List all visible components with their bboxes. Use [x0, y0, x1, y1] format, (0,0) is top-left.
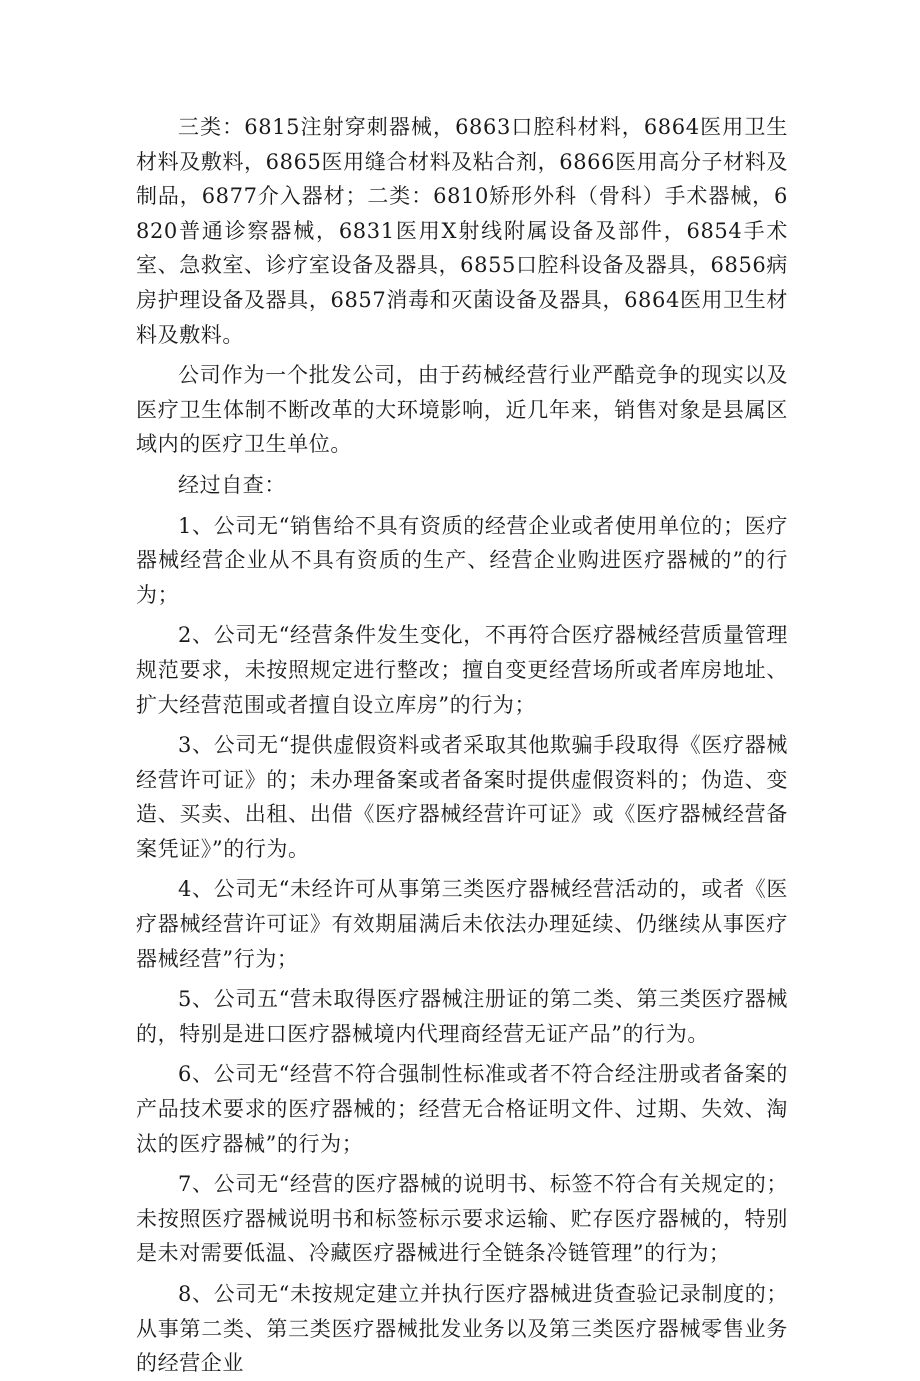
- paragraph-item-3: 3、公司无“提供虚假资料或者采取其他欺骗手段取得《医疗器械经营许可证》的；未办理备案或者备案时提供虚假资料的；伪造、变造、买卖、出租、出借《医疗器械经营许可证》或《医疗器械经营备案凭证》”的行为。: [136, 733, 788, 861]
- paragraph-item-2: 2、公司无“经营条件发生变化，不再符合医疗器械经营质量管理规范要求，未按照规定进行整改；擅自变更经营场所或者库房地址、扩大经营范围或者擅自设立库房”的行为；: [136, 623, 788, 717]
- paragraph-item-8: 8、公司无“未按规定建立并执行医疗器械进货查验记录制度的；从事第二类、第三类医疗器械批发业务以及第三类医疗器械零售业务的经营企业: [136, 1282, 788, 1376]
- paragraph-company-overview: 公司作为一个批发公司，由于药械经营行业严酷竞争的现实以及医疗卫生体制不断改革的大环境影响，近几年来，销售对象是县属区域内的医疗卫生单位。: [136, 363, 788, 457]
- paragraph-item-6: 6、公司无“经营不符合强制性标准或者不符合经注册或者备案的产品技术要求的医疗器械的；经营无合格证明文件、过期、失效、淘汰的医疗器械”的行为；: [136, 1062, 788, 1156]
- paragraph-item-1: 1、公司无“销售给不具有资质的经营企业或者使用单位的；医疗器械经营企业从不具有资质的生产、经营企业购进医疗器械的”的行为；: [136, 513, 788, 607]
- paragraph-item-5: 5、公司五“营未取得医疗器械注册证的第二类、第三类医疗器械的，特别是进口医疗器械境内代理商经营无证产品”的行为。: [136, 987, 788, 1046]
- paragraph-item-7: 7、公司无“经营的医疗器械的说明书、标签不符合有关规定的；未按照医疗器械说明书和标签标示要求运输、贮存医疗器械的，特别是未对需要低温、冷藏医疗器械进行全链条冷链管理”的行为；: [136, 1172, 788, 1266]
- paragraph-self-inspection-heading: 经过自查：: [178, 472, 286, 497]
- paragraph-product-categories: 三类：6815注射穿刺器械，6863口腔科材料，6864医用卫生材料及敷料，6865医用缝合材料及粘合剂，6866医用高分子材料及制品，6877介入器材；二类：6810矫形外科（骨科）手术器械，6820普通诊察器械，6831医用X射线附属设备及部件，6854手术室、急救室、诊疗室设备及器具，6855口腔科设备及器具，6856病房护理设备及器具，6857消毒和灭菌设备及器具，6864医用卫生材料及敷料。: [136, 115, 788, 347]
- paragraph-item-4: 4、公司无“未经许可从事第三类医疗器械经营活动的，或者《医疗器械经营许可证》有效期届满后未依法办理延续、仍继续从事医疗器械经营”行为；: [136, 877, 788, 971]
